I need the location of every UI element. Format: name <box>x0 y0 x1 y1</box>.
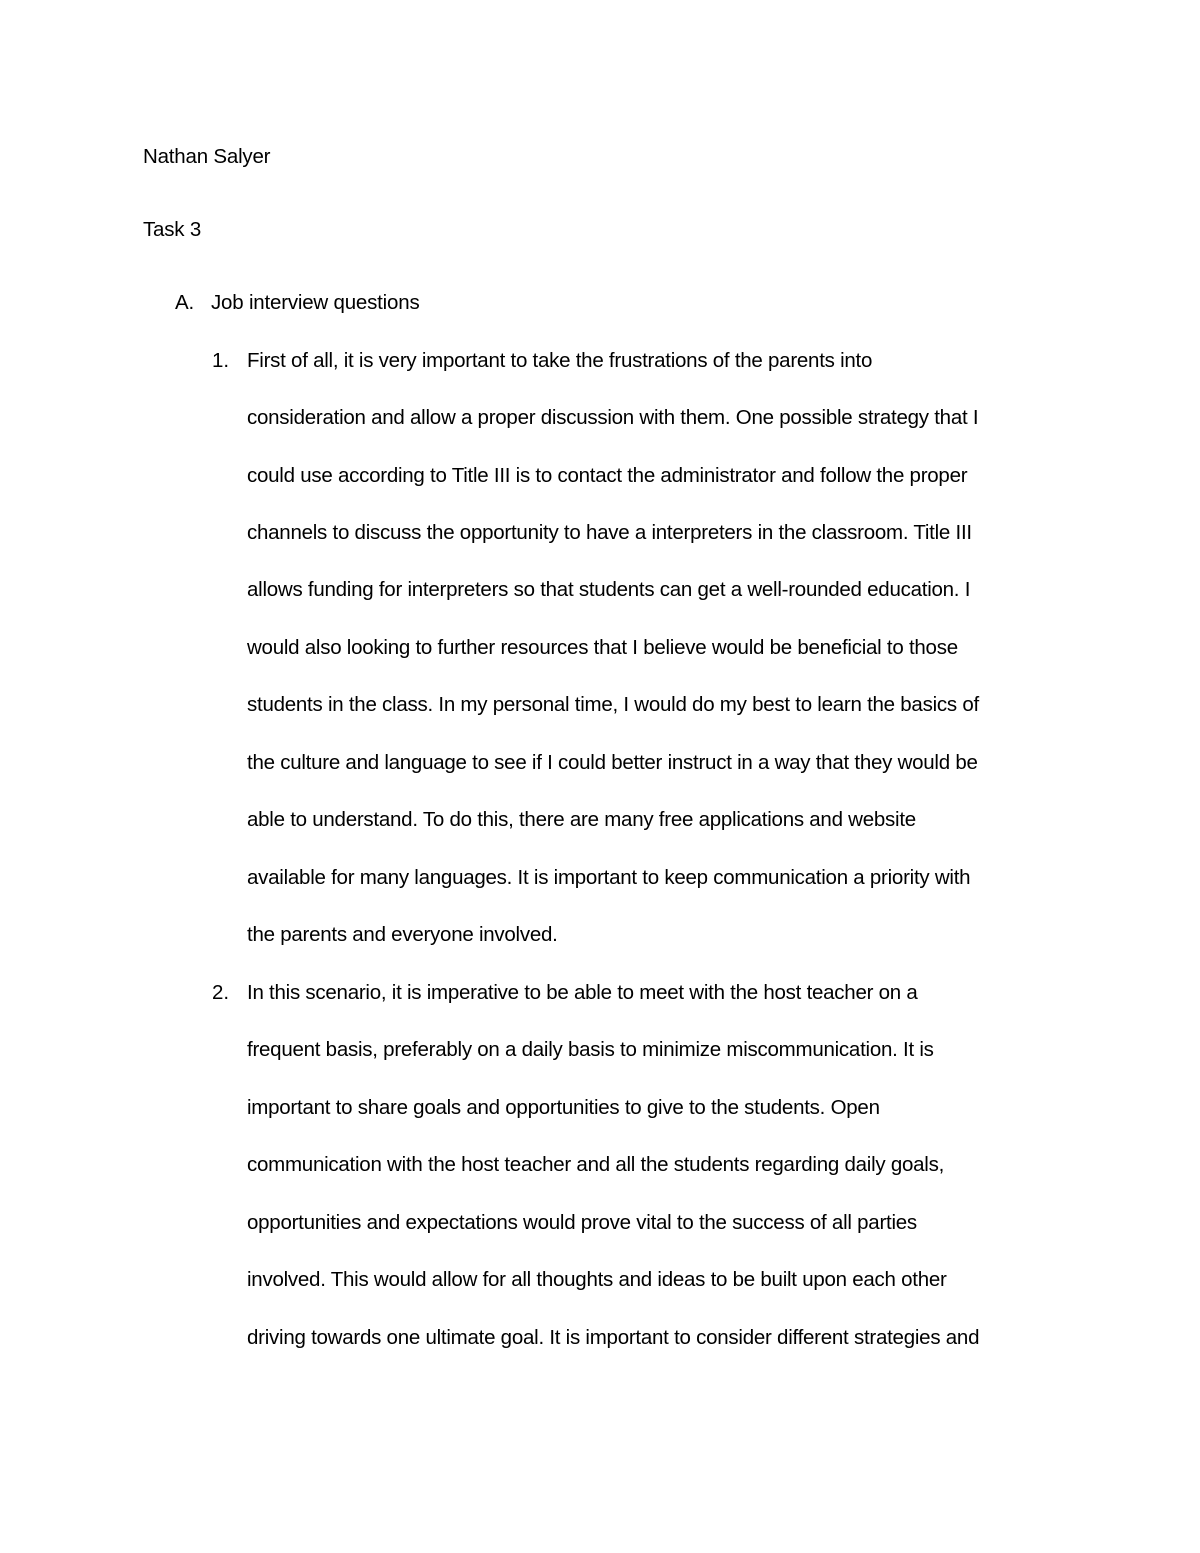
paragraph-line: important to share goals and opportunities to give to the students. Open <box>247 1096 880 1119</box>
paragraph-line: opportunities and expectations would prove vital to the success of all parties <box>247 1211 917 1234</box>
paragraph-line: the culture and language to see if I could better instruct in a way that they would be <box>247 751 978 774</box>
paragraph-line: could use according to Title III is to contact the administrator and follow the proper <box>247 464 968 487</box>
paragraph-line: able to understand. To do this, there are many free applications and website <box>247 808 916 831</box>
paragraph-line: involved. This would allow for all thoughts and ideas to be built upon each other <box>247 1268 947 1291</box>
section-marker: A. <box>175 291 194 314</box>
list-item-marker: 1. <box>212 349 230 372</box>
paragraph-line: First of all, it is very important to take the frustrations of the parents into <box>247 349 873 372</box>
paragraph-line: students in the class. In my personal time, I would do my best to learn the basics of <box>247 693 979 716</box>
paragraph-line: In this scenario, it is imperative to be able to meet with the host teacher on a <box>247 981 918 1004</box>
paragraph-line: allows funding for interpreters so that students can get a well-rounded education. I <box>247 578 971 601</box>
author-name: Nathan Salyer <box>143 145 271 168</box>
list-item-marker: 2. <box>212 981 230 1004</box>
paragraph-line: frequent basis, preferably on a daily basis to minimize miscommunication. It is <box>247 1038 934 1061</box>
paragraph-line: channels to discuss the opportunity to have a interpreters in the classroom. Title III <box>247 521 972 544</box>
paragraph-line: the parents and everyone involved. <box>247 923 558 946</box>
paragraph-line: consideration and allow a proper discussion with them. One possible strategy that I <box>247 406 979 429</box>
task-heading: Task 3 <box>143 218 202 241</box>
paragraph-line: available for many languages. It is important to keep communication a priority with <box>247 866 971 889</box>
section-title: Job interview questions <box>211 291 420 314</box>
paragraph-line: would also looking to further resources that I believe would be beneficial to those <box>247 636 958 659</box>
paragraph-line: driving towards one ultimate goal. It is important to consider different strategies and <box>247 1326 980 1349</box>
paragraph-line: communication with the host teacher and all the students regarding daily goals, <box>247 1153 945 1176</box>
